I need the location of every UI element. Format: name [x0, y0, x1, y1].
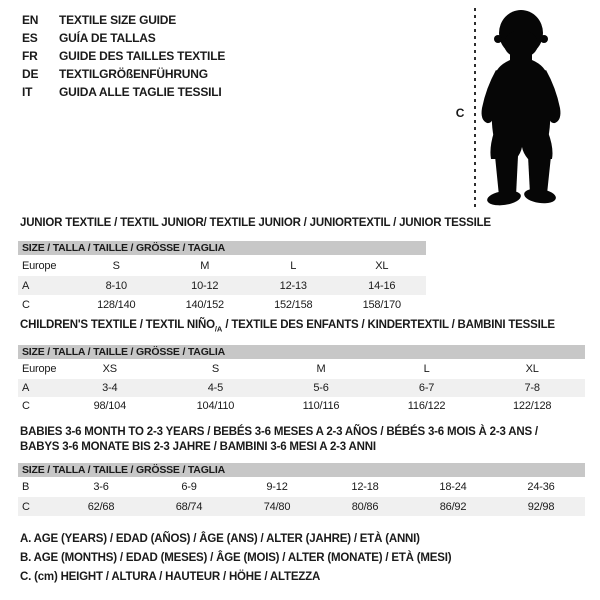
table-cell: 104/110 [196, 400, 235, 412]
language-code: IT [22, 85, 33, 99]
row-label: Europe [22, 259, 57, 272]
language-title: TEXTILGRÖßENFÜHRUNG [59, 67, 208, 81]
table-cell: 122/128 [512, 400, 552, 412]
baby-figure [478, 8, 568, 208]
size-header-label: SIZE / TALLA / TAILLE / GRÖSSE / TAGLIA [22, 346, 225, 358]
language-row-de [22, 65, 225, 83]
table-cell: 116/122 [407, 400, 446, 412]
table-cell: 128/140 [97, 298, 136, 311]
row-label: A [22, 382, 30, 394]
baby-silhouette-icon [478, 8, 568, 208]
height-measure-line [474, 8, 476, 210]
table-cell: 98/104 [93, 400, 127, 412]
row-label: C [22, 400, 30, 412]
table-cell: XL [375, 259, 389, 272]
size-header-bar [18, 345, 585, 359]
table-cell: 74/80 [263, 500, 291, 513]
table-cell: 140/152 [185, 298, 224, 311]
junior-table-title: JUNIOR TEXTILE / TEXTIL JUNIOR/ TEXTILE JUNIOR / JUNIORTEXTIL / JUNIOR TESSILE [20, 217, 491, 229]
children-title-part1: CHILDREN'S TEXTILE / TEXTIL NIÑO [20, 319, 215, 331]
table-row-b [18, 477, 585, 497]
table-cell: 6-7 [418, 382, 435, 394]
row-label: C [22, 500, 30, 513]
children-table [18, 345, 585, 415]
language-code: DE [22, 67, 39, 81]
junior-table [18, 241, 426, 314]
table-cell: S [112, 259, 120, 272]
table-cell: 14-16 [368, 279, 396, 292]
size-header-bar [18, 241, 426, 255]
language-row-it [22, 83, 225, 101]
language-code: EN [22, 13, 39, 27]
table-cell: 110/116 [302, 400, 340, 412]
table-cell: 3-4 [102, 382, 118, 394]
table-cell: 92/98 [527, 500, 555, 513]
children-title-sub: /A [214, 324, 223, 334]
table-cell: 10-12 [191, 279, 219, 292]
table-row-europe [18, 255, 426, 276]
language-code: ES [22, 31, 38, 45]
language-list [22, 11, 225, 101]
table-cell: XS [102, 363, 117, 375]
table-cell: S [211, 363, 219, 375]
children-table-title [20, 319, 555, 333]
language-title: GUIDE DES TAILLES TEXTILE [59, 49, 226, 63]
row-label: A [22, 279, 30, 292]
row-label: B [22, 481, 30, 493]
legend-line-c: C. (cm) HEIGHT / ALTURA / HAUTEUR / HÖHE / ALTEZZA [20, 571, 321, 583]
language-row-es [22, 29, 225, 47]
table-row-c [18, 295, 426, 314]
table-cell: 9-12 [266, 481, 288, 493]
table-row-c [18, 397, 585, 415]
legend [20, 533, 451, 590]
table-row-a [18, 276, 426, 295]
table-cell: 8-10 [105, 279, 127, 292]
table-cell: 152/158 [274, 298, 313, 311]
table-cell: 80/86 [351, 500, 379, 513]
babies-title-line1: BABIES 3-6 MONTH TO 2-3 YEARS / BEBÉS 3-6 MESES A 2-3 AÑOS / BÉBÉS 3-6 MOIS À 2-3 ANS / [20, 426, 538, 438]
table-cell: 12-13 [279, 279, 307, 292]
table-cell: 62/68 [87, 500, 115, 513]
language-row-en [22, 11, 225, 29]
table-cell: 18-24 [439, 481, 467, 493]
table-cell: 4-5 [207, 382, 224, 394]
table-cell: 12-18 [351, 481, 379, 493]
row-label: C [22, 298, 30, 311]
children-title-part2: / TEXTILE DES ENFANTS / KINDERTEXTIL / BAMBINI TESSILE [222, 319, 555, 331]
language-title: GUÍA DE TALLAS [59, 31, 156, 45]
legend-line-a: A. AGE (YEARS) / EDAD (AÑOS) / ÂGE (ANS) / ALTER (JAHRE) / ETÀ (ANNI) [20, 533, 420, 545]
table-cell: 5-6 [313, 382, 329, 394]
table-row-c [18, 497, 585, 516]
table-cell: 3-6 [93, 481, 109, 493]
table-row-europe [18, 359, 585, 379]
table-cell: 24-36 [527, 481, 555, 493]
babies-table [18, 463, 585, 516]
table-cell: M [200, 259, 210, 272]
table-cell: XL [525, 363, 539, 375]
height-label-c: C [455, 106, 465, 120]
language-code: FR [22, 49, 38, 63]
table-cell: L [290, 259, 297, 272]
table-cell: 158/170 [362, 298, 401, 311]
babies-title-line2: BABYS 3-6 MONATE BIS 2-3 JAHRE / BAMBINI 3-6 MESI A 2-3 ANNI [20, 441, 376, 453]
size-header-label: SIZE / TALLA / TAILLE / GRÖSSE / TAGLIA [22, 242, 225, 254]
legend-line-b: B. AGE (MONTHS) / EDAD (MESES) / ÂGE (MOIS) / ALTER (MONATE) / ETÀ (MESI) [20, 552, 452, 564]
language-title: GUIDA ALLE TAGLIE TESSILI [59, 85, 222, 99]
language-row-fr [22, 47, 225, 65]
table-cell: L [423, 363, 430, 375]
table-cell: M [316, 363, 326, 375]
table-cell: 86/92 [439, 500, 467, 513]
babies-table-title [20, 426, 538, 456]
language-title: TEXTILE SIZE GUIDE [59, 13, 177, 27]
size-header-bar [18, 463, 585, 477]
size-header-label: SIZE / TALLA / TAILLE / GRÖSSE / TAGLIA [22, 464, 225, 476]
table-cell: 7-8 [524, 382, 540, 394]
table-row-a [18, 379, 585, 397]
row-label: Europe [22, 363, 57, 375]
table-cell: 6-9 [181, 481, 197, 493]
table-cell: 68/74 [175, 500, 203, 513]
